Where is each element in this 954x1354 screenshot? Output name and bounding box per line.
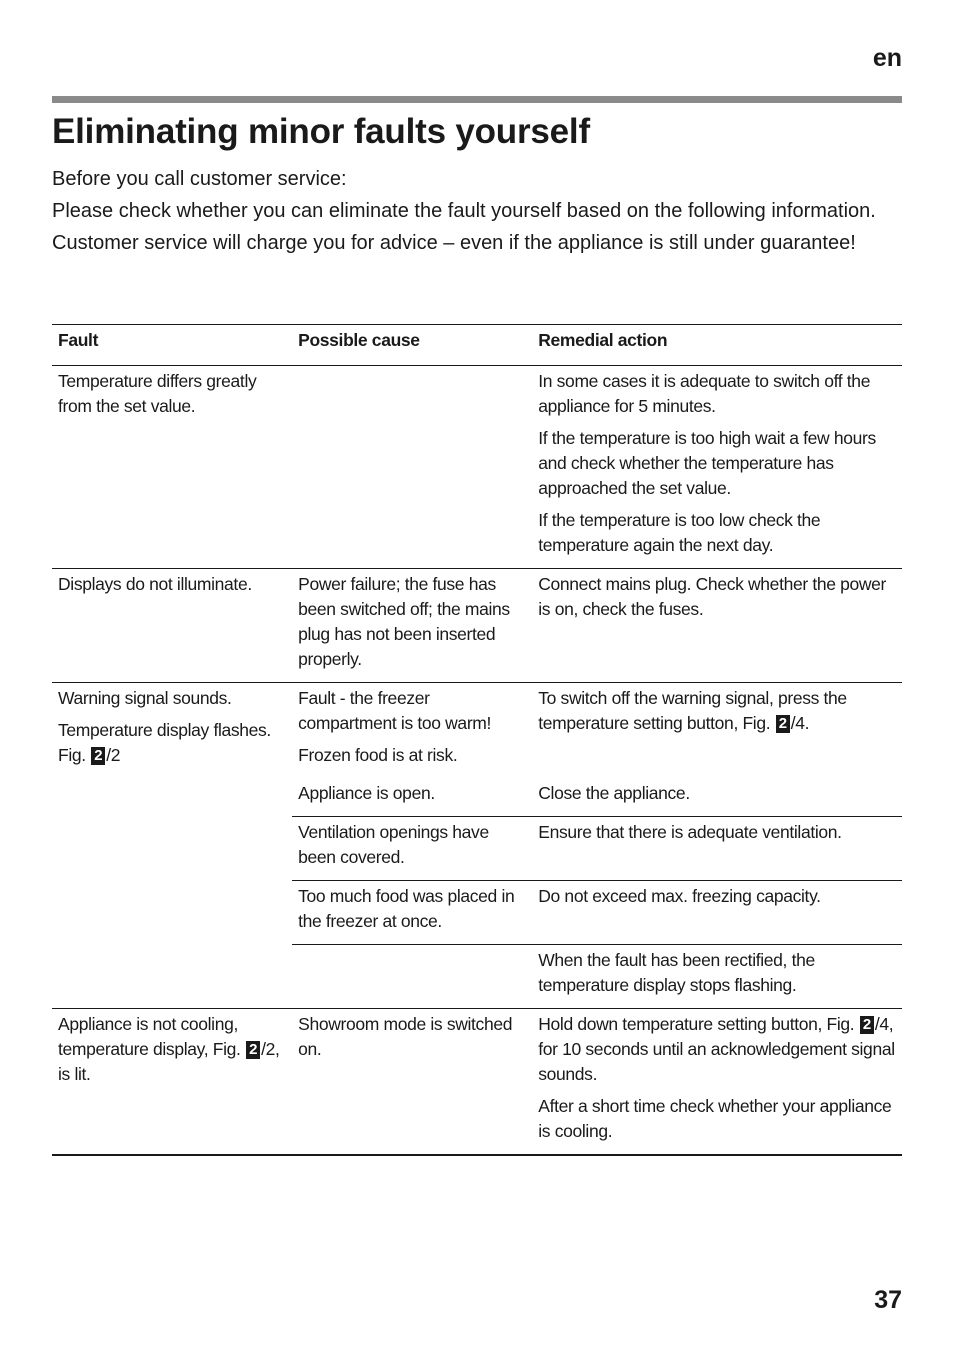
action-text-part: /4. — [790, 713, 810, 733]
action-cell — [532, 569, 902, 683]
page-number: 37 — [874, 1286, 902, 1314]
table-row — [52, 1009, 902, 1156]
action-cell — [532, 683, 902, 779]
page-title: Eliminating minor faults yourself — [52, 112, 590, 151]
intro-paragraph: Customer service will charge you for advice – even if the appliance is still under guarantee! — [52, 232, 856, 254]
action-cell — [532, 778, 902, 817]
cause-cell — [292, 569, 532, 683]
column-header-cause: Possible cause — [292, 325, 532, 366]
fig-prefix: Fig. — [212, 1039, 241, 1059]
cause-cell — [292, 366, 532, 569]
fault-cell — [52, 1009, 292, 1156]
action-cell — [532, 881, 902, 945]
cause-text: Showroom mode is switched on. — [298, 1014, 513, 1059]
fault-text: Displays do not illuminate. — [58, 574, 252, 594]
action-text: Connect mains plug. Check whether the power is on, check the fuses. — [538, 574, 887, 619]
action-cell — [532, 366, 902, 569]
action-text: Close the appliance. — [538, 783, 690, 803]
cause-text: Power failure; the fuse has been switched off; the mains plug has not been inserted properly. — [298, 574, 510, 669]
figure-number-badge: 2 — [246, 1041, 260, 1059]
fault-cell — [52, 683, 292, 1009]
cause-cell — [292, 945, 532, 1009]
fault-text — [58, 1012, 286, 1087]
fault-text-part: Appliance is not cooling, temperature display, — [58, 1014, 238, 1059]
intro-paragraph: Before you call customer service: — [52, 168, 347, 190]
figure-number-badge: 2 — [776, 715, 790, 733]
fault-cell — [52, 366, 292, 569]
cause-cell — [292, 1009, 532, 1156]
action-text: Ensure that there is adequate ventilation. — [538, 822, 842, 842]
intro-section — [52, 167, 902, 263]
cause-text: Too much food was placed in the freezer at once. — [298, 886, 515, 931]
fault-cell — [52, 569, 292, 683]
cause-cell — [292, 881, 532, 945]
action-text — [538, 1012, 896, 1087]
fault-table — [52, 324, 902, 1156]
fig-prefix: Fig. — [58, 745, 86, 765]
table-row — [52, 569, 902, 683]
table-header-row — [52, 325, 902, 366]
intro-paragraph: Please check whether you can eliminate the fault yourself based on the following information. — [52, 200, 876, 222]
cause-cell — [292, 683, 532, 779]
fault-text — [58, 718, 286, 768]
fault-text: Warning signal sounds. — [58, 688, 232, 708]
table-row — [52, 683, 902, 779]
action-text: In some cases it is adequate to switch off the appliance for 5 minutes. — [538, 371, 871, 416]
header-rule — [52, 96, 902, 103]
figure-number-badge: 2 — [91, 747, 105, 765]
figure-number-badge: 2 — [860, 1016, 874, 1034]
language-label: en — [872, 44, 902, 72]
column-header-action: Remedial action — [532, 325, 902, 366]
action-text: Do not exceed max. freezing capacity. — [538, 886, 821, 906]
table-row — [52, 366, 902, 569]
action-text-part: To switch off the warning signal, press the temperature setting button, Fig. — [538, 688, 847, 733]
fault-text-part: Temperature display flashes. — [58, 720, 271, 740]
cause-cell — [292, 778, 532, 817]
cause-text: Appliance is open. — [298, 783, 435, 803]
action-text: When the fault has been rectified, the temperature display stops flashing. — [538, 950, 815, 995]
cause-text: Fault - the freezer compartment is too warm! — [298, 688, 492, 733]
action-cell — [532, 817, 902, 881]
fault-text-part: /2, is lit. — [58, 1039, 280, 1084]
action-text: If the temperature is too low check the temperature again the next day. — [538, 510, 821, 555]
action-text: If the temperature is too high wait a few hours and check whether the temperature has approached the set value. — [538, 428, 876, 498]
cause-text: Frozen food is at risk. — [298, 745, 458, 765]
action-text — [538, 686, 896, 736]
cause-text: Ventilation openings have been covered. — [298, 822, 489, 867]
action-cell — [532, 1009, 902, 1156]
action-text-part: Hold down temperature setting button, Fig. — [538, 1014, 855, 1034]
fault-text: Temperature differs greatly from the set value. — [58, 371, 257, 416]
fig-suffix: /2 — [106, 745, 121, 765]
cause-cell — [292, 817, 532, 881]
action-text-part: /4, for 10 seconds until an acknowledgement signal sounds. — [538, 1014, 895, 1084]
action-cell — [532, 945, 902, 1009]
column-header-fault: Fault — [52, 325, 292, 366]
action-text: After a short time check whether your appliance is cooling. — [538, 1096, 892, 1141]
